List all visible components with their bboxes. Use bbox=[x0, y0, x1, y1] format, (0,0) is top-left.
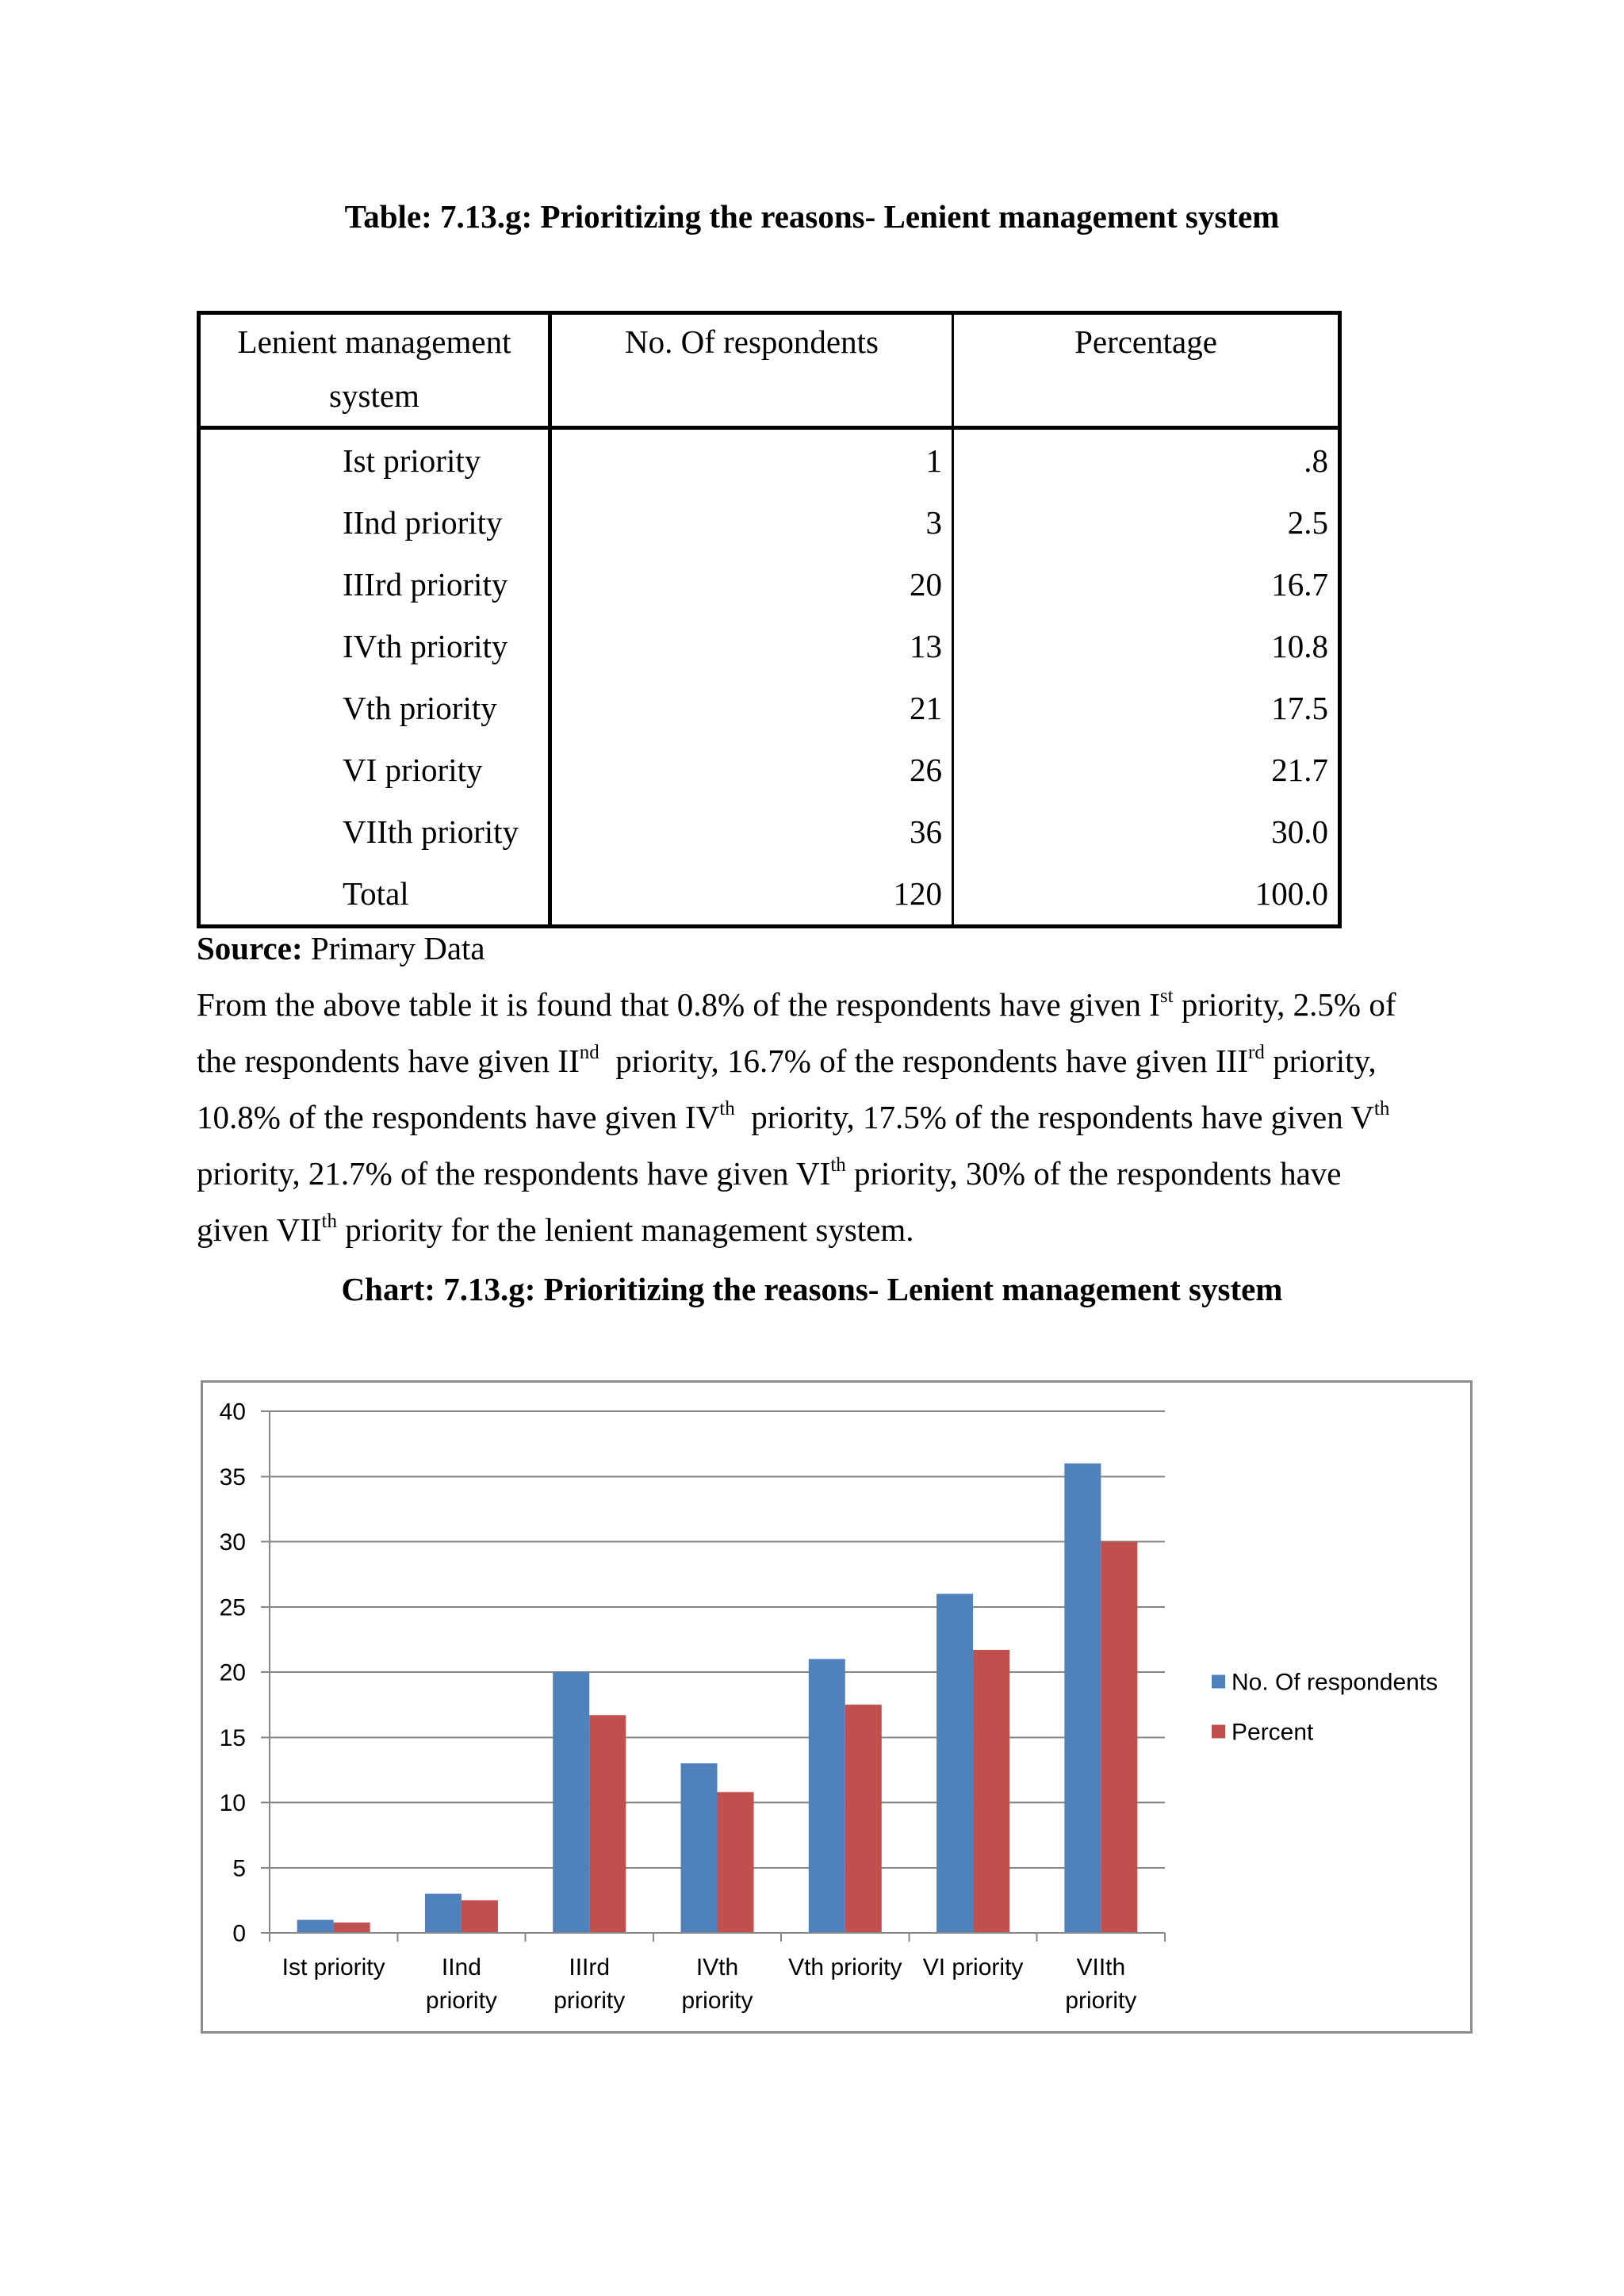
source-text: Primary Data bbox=[310, 930, 485, 966]
bar-chart bbox=[203, 1383, 1470, 2031]
paragraph-text: given VII bbox=[197, 1211, 322, 1248]
percentage-value: 100.0 bbox=[1254, 875, 1328, 912]
bar-no-of-respondents bbox=[936, 1594, 973, 1933]
row-label: Vth priority bbox=[199, 677, 550, 739]
percentage-value: 10.8 bbox=[1271, 628, 1328, 664]
ordinal-superscript: th bbox=[719, 1098, 735, 1119]
respondent-count: 20 bbox=[550, 553, 953, 615]
percentage-value: 16.7 bbox=[1271, 566, 1328, 603]
x-tick-label: Vth priority bbox=[788, 1954, 902, 1980]
x-tick-label: IInd priority bbox=[425, 1954, 497, 2014]
y-tick-label: 20 bbox=[219, 1659, 246, 1686]
respondent-count: 26 bbox=[550, 739, 953, 801]
paragraph-text: priority, 2.5% of bbox=[1173, 986, 1396, 1023]
bar-percent bbox=[462, 1900, 498, 1933]
paragraph-text: priority, 16.7% of the respondents have given III bbox=[599, 1043, 1248, 1079]
table-row bbox=[199, 492, 1340, 553]
table-title: Table: 7.13.g: Prioritizing the reasons- Lenient management system bbox=[344, 198, 1280, 235]
paragraph-text: priority, 17.5% of the respondents have given V bbox=[734, 1099, 1374, 1135]
y-tick-label: 15 bbox=[219, 1724, 246, 1751]
bar-no-of-respondents bbox=[297, 1920, 334, 1933]
paragraph-text: From the above table it is found that 0.8% of the respondents have given I bbox=[197, 986, 1160, 1023]
ordinal-superscript: st bbox=[1159, 985, 1174, 1007]
paragraph-text: priority, 21.7% of the respondents have given VI bbox=[197, 1155, 831, 1192]
percentage-value: 21.7 bbox=[1271, 752, 1328, 788]
ordinal-superscript: rd bbox=[1248, 1042, 1265, 1063]
respondent-count: 120 bbox=[550, 863, 953, 927]
table-row bbox=[199, 677, 1340, 739]
paragraph-line bbox=[197, 977, 1396, 1033]
x-tick-label: IVth priority bbox=[681, 1954, 753, 2014]
legend bbox=[1212, 1670, 1438, 1746]
respondent-count: 3 bbox=[550, 492, 953, 553]
respondent-count: 21 bbox=[550, 677, 953, 739]
row-label: Total bbox=[199, 863, 550, 927]
y-tick-label: 10 bbox=[219, 1790, 246, 1816]
respondent-count: 1 bbox=[550, 428, 953, 492]
column-header-category: Lenient management system bbox=[199, 313, 550, 428]
priority-table bbox=[197, 311, 1342, 928]
chart-area bbox=[201, 1380, 1473, 2034]
table-header bbox=[199, 313, 1340, 428]
row-label: IIIrd priority bbox=[199, 553, 550, 615]
percentage-value: 2.5 bbox=[1287, 504, 1328, 541]
paragraph-line bbox=[197, 1202, 1396, 1258]
bar-percent bbox=[1101, 1542, 1137, 1934]
legend-swatch-no-of-respondents bbox=[1212, 1675, 1225, 1689]
legend-label: No. Of respondents bbox=[1231, 1669, 1438, 1696]
paragraph-text: priority, 30% of the respondents have bbox=[845, 1155, 1342, 1192]
table-row bbox=[199, 615, 1340, 677]
y-tick-label: 25 bbox=[219, 1594, 246, 1621]
table-row bbox=[199, 428, 1340, 492]
table-total-row bbox=[199, 863, 1340, 927]
x-tick-label: IIIrd priority bbox=[553, 1954, 626, 2014]
y-tick-label: 30 bbox=[219, 1529, 246, 1556]
paragraph-text: 10.8% of the respondents have given IV bbox=[197, 1099, 720, 1135]
percentage-value: 30.0 bbox=[1271, 813, 1328, 850]
bar-percent bbox=[845, 1705, 882, 1933]
findings-paragraph bbox=[197, 977, 1396, 1258]
table-body bbox=[199, 428, 1340, 927]
row-label: IInd priority bbox=[199, 492, 550, 553]
percentage-value: .8 bbox=[1304, 442, 1328, 479]
bar-no-of-respondents bbox=[425, 1894, 462, 1933]
y-tick-label: 35 bbox=[219, 1464, 246, 1490]
respondent-count: 36 bbox=[550, 801, 953, 863]
row-label: IVth priority bbox=[199, 615, 550, 677]
chart-title: Chart: 7.13.g: Prioritizing the reasons- Lenient management system bbox=[341, 1271, 1283, 1307]
table-row bbox=[199, 553, 1340, 615]
y-tick-label: 40 bbox=[219, 1399, 246, 1425]
paragraph-line bbox=[197, 1089, 1396, 1146]
bar-percent bbox=[589, 1715, 626, 1933]
bar-no-of-respondents bbox=[809, 1659, 845, 1933]
table-header-row bbox=[199, 313, 1340, 428]
bar-percent bbox=[718, 1792, 754, 1933]
x-tick-label: Ist priority bbox=[282, 1954, 385, 1980]
source-label: Source: bbox=[197, 930, 303, 966]
ordinal-superscript: nd bbox=[579, 1042, 599, 1063]
source-note bbox=[197, 926, 485, 970]
ordinal-superscript: th bbox=[830, 1154, 846, 1176]
table-row bbox=[199, 739, 1340, 801]
percentage-value: 17.5 bbox=[1271, 690, 1328, 726]
respondent-count: 13 bbox=[550, 615, 953, 677]
row-label: VIIth priority bbox=[199, 801, 550, 863]
column-header-percentage: Percentage bbox=[953, 313, 1340, 428]
bar-no-of-respondents bbox=[553, 1672, 589, 1933]
legend-swatch-percent bbox=[1212, 1725, 1225, 1739]
bar-no-of-respondents bbox=[681, 1763, 718, 1933]
paragraph-text: priority for the lenient management system. bbox=[336, 1211, 914, 1248]
x-tick-label: VIIth priority bbox=[1065, 1954, 1137, 2014]
bar-percent bbox=[334, 1923, 370, 1933]
row-label: Ist priority bbox=[199, 428, 550, 492]
x-tick-label: VI priority bbox=[922, 1954, 1024, 1980]
paragraph-text: the respondents have given II bbox=[197, 1043, 580, 1079]
bar-no-of-respondents bbox=[1064, 1464, 1101, 1933]
paragraph-text: priority, bbox=[1264, 1043, 1377, 1079]
bar-percent bbox=[973, 1650, 1009, 1933]
y-tick-label: 5 bbox=[232, 1855, 246, 1882]
ordinal-superscript: th bbox=[321, 1211, 337, 1232]
table-row bbox=[199, 801, 1340, 863]
column-header-count: No. Of respondents bbox=[550, 313, 953, 428]
paragraph-line bbox=[197, 1033, 1396, 1089]
y-tick-label: 0 bbox=[232, 1920, 246, 1947]
paragraph-line bbox=[197, 1146, 1396, 1202]
row-label: VI priority bbox=[199, 739, 550, 801]
ordinal-superscript: th bbox=[1373, 1098, 1390, 1119]
legend-label: Percent bbox=[1231, 1719, 1314, 1746]
